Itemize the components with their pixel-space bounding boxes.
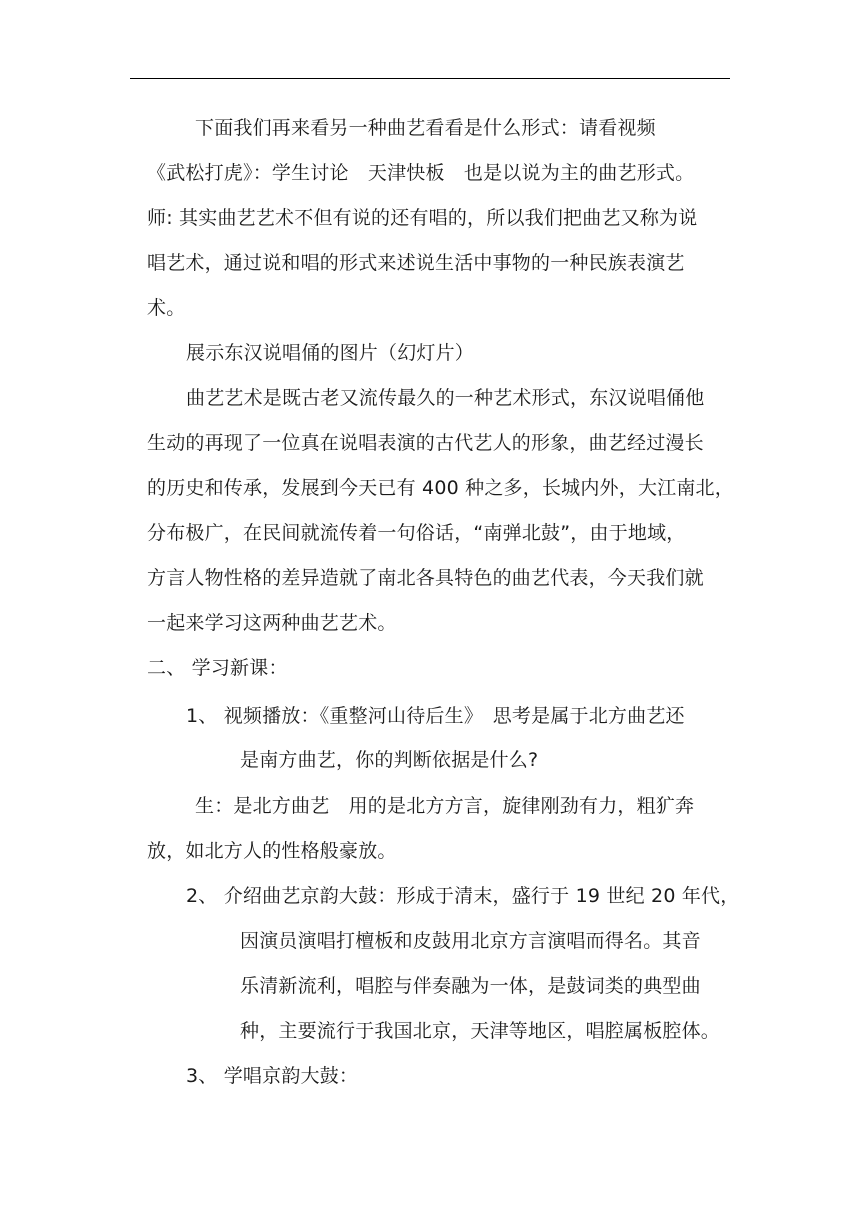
paragraph-line: 一起来学习这两种曲艺艺术。 xyxy=(147,612,397,634)
list-item-continuation: 因演员演唱打檀板和皮鼓用北京方言演唱而得名。其音 xyxy=(240,930,701,952)
paragraph-line: 《武松打虎》：学生讨论 天津快板 也是以说为主的曲艺形式。 xyxy=(147,162,695,184)
list-item-continuation: 是南方曲艺，你的判断依据是什么? xyxy=(240,749,539,771)
paragraph-line: 生：是北方曲艺 用的是北方方言，旋律刚劲有力，粗犷奔 xyxy=(195,795,695,817)
section-heading: 二、 学习新课： xyxy=(147,657,288,679)
header-rule xyxy=(130,78,730,79)
paragraph-line: 师: 其实曲艺艺术不但有说的还有唱的，所以我们把曲艺又称为说 xyxy=(147,207,698,229)
list-item: 1、 视频播放：《重整河山待后生》 思考是属于北方曲艺还 xyxy=(186,705,685,727)
paragraph-line: 的历史和传承，发展到今天已有 400 种之多，长城内外，大江南北， xyxy=(147,477,734,499)
paragraph-line: 展示东汉说唱俑的图片（幻灯片） xyxy=(186,342,475,364)
list-item: 2、 介绍曲艺京韵大鼓：形成于清末，盛行于 19 世纪 20 年代， xyxy=(186,885,740,907)
list-item-continuation: 乐清新流利，唱腔与伴奏融为一体，是鼓词类的典型曲 xyxy=(240,975,701,997)
paragraph-line: 生动的再现了一位真在说唱表演的古代艺人的形象，曲艺经过漫长 xyxy=(147,432,704,454)
paragraph-line: 放，如北方人的性格般豪放。 xyxy=(147,840,397,862)
paragraph-line: 唱艺术，通过说和唱的形式来述说生活中事物的一种民族表演艺 xyxy=(147,252,685,274)
paragraph-line: 下面我们再来看另一种曲艺看看是什么形式：请看视频 xyxy=(195,117,656,139)
list-item: 3、 学唱京韵大鼓： xyxy=(186,1065,359,1087)
paragraph-line: 分布极广，在民间就流传着一句俗话，“南弹北鼓”，由于地域， xyxy=(147,522,686,544)
list-item-continuation: 种，主要流行于我国北京，天津等地区，唱腔属板腔体。 xyxy=(240,1020,721,1042)
paragraph-line: 方言人物性格的差异造就了南北各具特色的曲艺代表，今天我们就 xyxy=(147,567,704,589)
paragraph-line: 曲艺艺术是既古老又流传最久的一种艺术形式，东汉说唱俑他 xyxy=(186,387,705,409)
paragraph-line: 术。 xyxy=(147,297,186,319)
